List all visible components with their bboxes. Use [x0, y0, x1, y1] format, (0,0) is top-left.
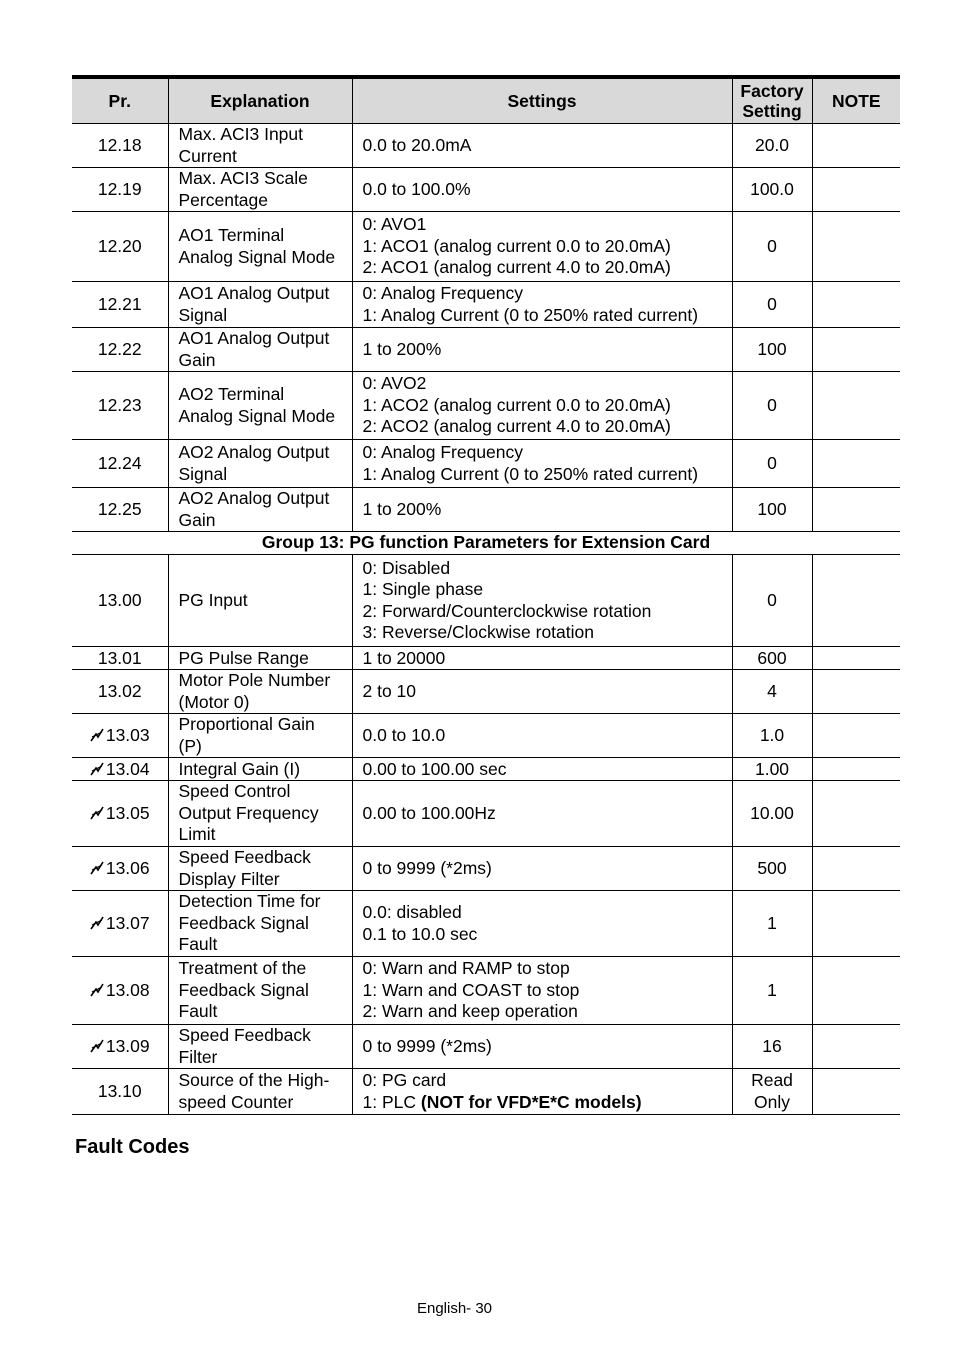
- setting-line: 0: Analog Frequency: [362, 283, 524, 303]
- factory-line: 100: [757, 338, 787, 359]
- setting-line-bold: (NOT for VFD*E*C models): [420, 1091, 642, 1112]
- explanation-line: Percentage: [178, 189, 269, 210]
- explanation-line: Signal: [178, 463, 228, 484]
- param-number: [72, 488, 168, 532]
- param-explanation: [168, 372, 352, 440]
- explanation-line: Speed Feedback: [178, 1025, 311, 1045]
- param-number-text: 12.23: [97, 394, 142, 415]
- param-number-text: 13.07: [105, 912, 150, 933]
- setting-line: 0.00 to 100.00Hz: [362, 802, 496, 823]
- run-change-icon: [90, 1039, 104, 1053]
- run-change-icon: [90, 861, 104, 875]
- run-change-icon: [90, 762, 104, 776]
- factory-line: 0: [767, 452, 777, 473]
- param-note: [812, 282, 900, 328]
- setting-line: 0: PG card: [362, 1070, 447, 1090]
- param-number: [72, 328, 168, 372]
- explanation-line: Motor Pole Number: [178, 670, 331, 690]
- param-number-text: 13.09: [105, 1035, 150, 1056]
- section-heading: Fault Codes: [75, 1136, 190, 1158]
- param-number: [72, 670, 168, 714]
- param-number: [72, 647, 168, 670]
- param-number-text: 13.08: [105, 979, 150, 1000]
- param-note: [812, 440, 900, 488]
- explanation-line: Display Filter: [178, 868, 280, 889]
- table-row: [72, 440, 900, 488]
- param-explanation: [168, 1069, 352, 1115]
- setting-line: 0.0: disabled: [362, 902, 462, 922]
- setting-line: 1: ACO2 (analog current 0.0 to 20.0mA): [362, 394, 671, 415]
- param-factory-setting: [732, 714, 812, 758]
- param-factory-setting: [732, 891, 812, 957]
- table-row: [72, 372, 900, 440]
- param-settings: [352, 670, 732, 714]
- factory-line: 0: [767, 589, 777, 610]
- param-explanation: [168, 124, 352, 168]
- explanation-line: PG Input: [178, 589, 248, 610]
- explanation-line: Fault: [178, 1001, 218, 1022]
- parameter-table: [72, 75, 900, 1115]
- param-explanation: [168, 1025, 352, 1069]
- param-settings: [352, 758, 732, 781]
- param-number-text: 12.22: [97, 338, 142, 359]
- param-settings: [352, 647, 732, 670]
- factory-line: 1: [767, 979, 777, 1000]
- setting-line: 0: AVO1: [362, 214, 427, 235]
- param-note: [812, 891, 900, 957]
- factory-line: 1: [767, 912, 777, 933]
- param-note: [812, 670, 900, 714]
- table-group-heading: [72, 532, 900, 555]
- setting-line: 1: Single phase: [362, 579, 484, 599]
- param-settings: [352, 1069, 732, 1115]
- factory-line: 0: [767, 293, 777, 314]
- factory-line: 16: [762, 1035, 782, 1056]
- factory-line: 500: [757, 857, 787, 878]
- explanation-line: Signal: [178, 304, 228, 325]
- param-number-text: 13.00: [97, 589, 142, 610]
- explanation-line: (P): [178, 735, 202, 756]
- param-factory-setting: [732, 488, 812, 532]
- header-settings: Settings: [352, 77, 732, 124]
- param-number: [72, 758, 168, 781]
- param-number: [72, 372, 168, 440]
- param-settings: [352, 714, 732, 758]
- factory-line: 1.00: [754, 759, 790, 779]
- param-explanation: [168, 488, 352, 532]
- param-factory-setting: [732, 957, 812, 1025]
- param-note: [812, 1025, 900, 1069]
- param-note: [812, 847, 900, 891]
- setting-line: 2: ACO2 (analog current 4.0 to 20.0mA): [362, 416, 671, 437]
- factory-line: 0: [767, 235, 777, 256]
- param-explanation: [168, 328, 352, 372]
- param-note: [812, 488, 900, 532]
- explanation-line: AO2 Analog Output: [178, 442, 330, 462]
- run-change-icon: [90, 916, 104, 930]
- setting-line: 2: Forward/Counterclockwise rotation: [362, 600, 652, 621]
- header-factory-line: Factory: [740, 81, 804, 101]
- param-factory-setting: [732, 555, 812, 647]
- param-number: [72, 440, 168, 488]
- table-body-last: [72, 1069, 900, 1115]
- factory-line: 100.0: [750, 178, 794, 199]
- table-header-row: [72, 77, 900, 124]
- param-number: [72, 124, 168, 168]
- header-pr: Pr.: [72, 77, 168, 124]
- explanation-line: speed Counter: [178, 1091, 294, 1112]
- setting-line: 1: Warn and COAST to stop: [362, 979, 580, 1000]
- param-explanation: [168, 670, 352, 714]
- explanation-line: Speed Feedback: [178, 847, 311, 867]
- explanation-line: AO2 Terminal: [178, 384, 285, 404]
- param-number-text: 13.06: [105, 857, 150, 878]
- explanation-line: Current: [178, 145, 237, 166]
- setting-line: 0.0 to 10.0: [362, 724, 446, 745]
- param-explanation: [168, 212, 352, 282]
- table-row: [72, 212, 900, 282]
- param-number: [72, 891, 168, 957]
- param-settings: [352, 891, 732, 957]
- setting-line: 0: Analog Frequency: [362, 442, 524, 462]
- param-number-text: 13.01: [97, 648, 142, 668]
- param-explanation: [168, 440, 352, 488]
- param-factory-setting: [732, 372, 812, 440]
- group-row: [72, 532, 900, 555]
- param-note: [812, 714, 900, 758]
- param-settings: [352, 212, 732, 282]
- factory-line: 20.0: [754, 134, 790, 155]
- explanation-line: PG Pulse Range: [178, 648, 309, 668]
- setting-line: 0.0 to 100.0%: [362, 178, 471, 199]
- explanation-line: Feedback Signal: [178, 979, 309, 1000]
- table-row: [72, 124, 900, 168]
- param-number-text: 12.24: [97, 452, 142, 473]
- param-settings: [352, 781, 732, 847]
- factory-line: 4: [767, 680, 777, 701]
- setting-line: 1: ACO1 (analog current 0.0 to 20.0mA): [362, 235, 671, 256]
- param-settings: [352, 957, 732, 1025]
- explanation-line: Limit: [178, 824, 216, 845]
- param-settings: [352, 847, 732, 891]
- factory-line: 1.0: [759, 724, 785, 745]
- setting-line: 0 to 9999 (*2ms): [362, 1035, 492, 1056]
- run-change-icon: [90, 728, 104, 742]
- param-number-text: 12.19: [97, 178, 142, 199]
- table-body-group-13: [72, 555, 900, 1069]
- param-settings: [352, 282, 732, 328]
- table-row: [72, 847, 900, 891]
- factory-line: 100: [757, 498, 787, 519]
- table-row: [72, 647, 900, 670]
- explanation-line: Filter: [178, 1046, 218, 1067]
- explanation-line: AO2 Analog Output: [178, 488, 330, 508]
- param-number-text: 12.21: [97, 293, 142, 314]
- explanation-line: Gain: [178, 509, 216, 530]
- param-explanation: [168, 714, 352, 758]
- param-number-text: 12.18: [97, 134, 142, 155]
- setting-line: 0.1 to 10.0 sec: [362, 923, 478, 944]
- param-note: [812, 328, 900, 372]
- table-body-group-12: [72, 124, 900, 532]
- setting-line: 3: Reverse/Clockwise rotation: [362, 622, 594, 642]
- table-row: [72, 328, 900, 372]
- param-settings: [352, 372, 732, 440]
- param-factory-setting: [732, 781, 812, 847]
- explanation-line: Proportional Gain: [178, 714, 315, 734]
- param-explanation: [168, 891, 352, 957]
- factory-line: Read: [751, 1070, 793, 1090]
- header-explanation: Explanation: [168, 77, 352, 124]
- param-note: [812, 957, 900, 1025]
- param-number-text: 13.02: [97, 680, 142, 701]
- explanation-line: Analog Signal Mode: [178, 405, 336, 426]
- param-explanation: [168, 781, 352, 847]
- setting-line: 0.00 to 100.00 sec: [362, 759, 507, 779]
- table-row: [72, 555, 900, 647]
- header-factory-setting: [732, 77, 812, 124]
- param-number: [72, 212, 168, 282]
- factory-line: 10.00: [750, 802, 794, 823]
- param-number-text: 12.20: [97, 235, 142, 256]
- table-row: [72, 282, 900, 328]
- param-number: [72, 1025, 168, 1069]
- explanation-line: Analog Signal Mode: [178, 246, 336, 267]
- run-change-icon: [90, 983, 104, 997]
- param-factory-setting: [732, 1025, 812, 1069]
- table-row: [72, 1025, 900, 1069]
- param-note: [812, 212, 900, 282]
- setting-line: 0 to 9999 (*2ms): [362, 857, 492, 878]
- param-settings: [352, 555, 732, 647]
- param-settings: [352, 1025, 732, 1069]
- explanation-line: Detection Time for: [178, 891, 321, 912]
- setting-line: 0: AVO2: [362, 373, 427, 394]
- setting-line-prefix: 1: PLC: [362, 1091, 421, 1112]
- explanation-line: Speed Control: [178, 781, 291, 802]
- param-note: [812, 372, 900, 440]
- header-setting-line: Setting: [742, 101, 802, 121]
- setting-line: 2: Warn and keep operation: [362, 1001, 578, 1022]
- param-number: [72, 957, 168, 1025]
- explanation-line: Source of the High-: [178, 1070, 330, 1090]
- param-note: [812, 555, 900, 647]
- param-number: [72, 714, 168, 758]
- setting-line: 1: Analog Current (0 to 250% rated current): [362, 463, 699, 484]
- explanation-line: Integral Gain (I): [178, 759, 301, 779]
- param-explanation: [168, 168, 352, 212]
- explanation-line: Output Frequency: [178, 802, 319, 823]
- param-settings: [352, 124, 732, 168]
- setting-line: 1 to 200%: [362, 498, 442, 519]
- param-settings: [352, 168, 732, 212]
- setting-line: 0: Disabled: [362, 557, 451, 578]
- table-row: [72, 957, 900, 1025]
- param-number-text: 13.04: [105, 759, 150, 779]
- param-number-text: 13.03: [105, 724, 150, 745]
- explanation-line: Max. ACI3 Scale: [178, 168, 308, 188]
- param-explanation: [168, 282, 352, 328]
- explanation-line: AO1 Analog Output: [178, 283, 330, 303]
- param-note: [812, 781, 900, 847]
- explanation-line: Gain: [178, 349, 216, 370]
- param-explanation: [168, 847, 352, 891]
- param-note: [812, 1069, 900, 1115]
- param-note: [812, 647, 900, 670]
- param-explanation: [168, 647, 352, 670]
- setting-line: 1: Analog Current (0 to 250% rated current): [362, 304, 699, 325]
- setting-line: 2 to 10: [362, 680, 417, 701]
- factory-line: Only: [754, 1091, 790, 1112]
- table-row: [72, 670, 900, 714]
- run-change-icon: [90, 806, 104, 820]
- param-factory-setting: [732, 282, 812, 328]
- table-row: [72, 891, 900, 957]
- param-factory-setting: [732, 847, 812, 891]
- param-settings: [352, 328, 732, 372]
- param-factory-setting: [732, 168, 812, 212]
- explanation-line: Fault: [178, 934, 218, 955]
- setting-line: 1 to 20000: [362, 648, 446, 668]
- param-factory-setting: [732, 1069, 812, 1115]
- explanation-line: Treatment of the: [178, 958, 307, 979]
- param-note: [812, 124, 900, 168]
- param-note: [812, 168, 900, 212]
- param-explanation: [168, 957, 352, 1025]
- param-explanation: [168, 555, 352, 647]
- table-row: [72, 488, 900, 532]
- param-factory-setting: [732, 647, 812, 670]
- factory-line: 0: [767, 394, 777, 415]
- param-number: 13.10: [72, 1069, 168, 1115]
- explanation-line: (Motor 0): [178, 691, 250, 712]
- param-factory-setting: [732, 212, 812, 282]
- param-factory-setting: [732, 670, 812, 714]
- setting-line: 0.0 to 20.0mA: [362, 134, 472, 155]
- table-row: [72, 758, 900, 781]
- param-settings: [352, 488, 732, 532]
- group-title: Group 13: PG function Parameters for Extension Card: [72, 532, 900, 555]
- factory-line: 600: [757, 648, 787, 668]
- table-row: [72, 168, 900, 212]
- explanation-line: AO1 Analog Output: [178, 328, 330, 348]
- setting-line: [363, 1092, 732, 1114]
- explanation-line: Feedback Signal: [178, 912, 309, 933]
- param-number: [72, 847, 168, 891]
- param-factory-setting: [732, 758, 812, 781]
- explanation-line: AO1 Terminal: [178, 225, 285, 245]
- table-row: [72, 781, 900, 847]
- param-number: [72, 282, 168, 328]
- param-number-text: 12.25: [97, 498, 142, 519]
- page-footer: English- 30: [416, 1300, 493, 1317]
- param-note: [812, 758, 900, 781]
- table-row: [72, 714, 900, 758]
- param-factory-setting: [732, 124, 812, 168]
- setting-line: 0: Warn and RAMP to stop: [362, 958, 570, 979]
- param-number-text: 13.05: [105, 802, 150, 823]
- header-note: NOTE: [812, 77, 900, 124]
- param-number: [72, 781, 168, 847]
- setting-line: 1 to 200%: [362, 338, 442, 359]
- table-row: [72, 1069, 900, 1115]
- param-number: [72, 555, 168, 647]
- param-number: [72, 168, 168, 212]
- param-factory-setting: [732, 440, 812, 488]
- param-factory-setting: [732, 328, 812, 372]
- explanation-line: Max. ACI3 Input: [178, 124, 304, 144]
- param-settings: [352, 440, 732, 488]
- param-explanation: [168, 758, 352, 781]
- setting-line: 2: ACO1 (analog current 4.0 to 20.0mA): [362, 257, 671, 278]
